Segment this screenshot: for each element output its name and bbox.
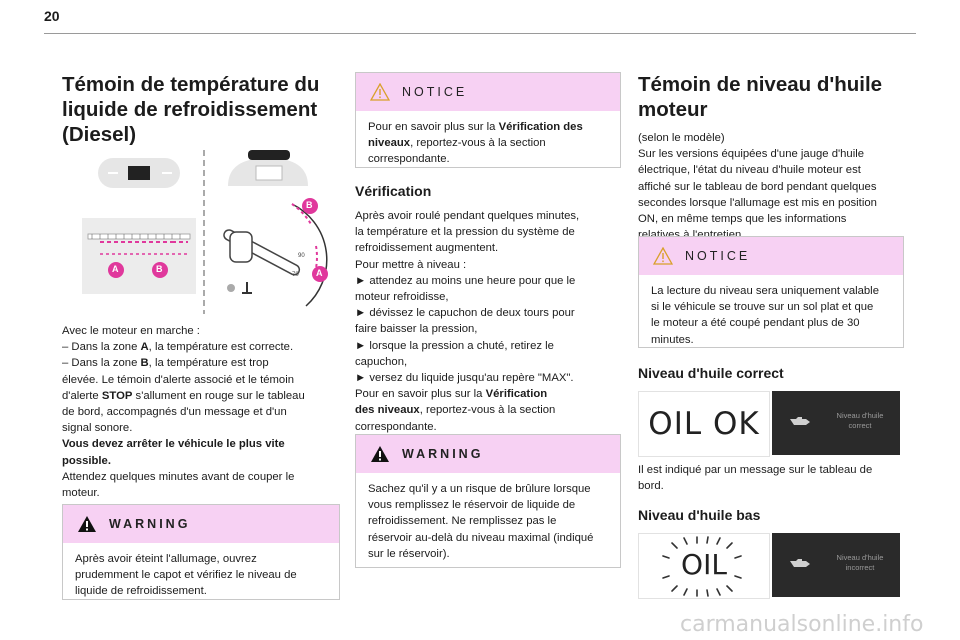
verification-line: Pour en savoir plus sur la Vérification bbox=[355, 388, 548, 401]
wait-text: Attendez quelques minutes avant de couper le bbox=[62, 470, 295, 483]
verification-notice-box bbox=[355, 72, 621, 168]
oil-ok-title: Niveau d'huile correct bbox=[638, 365, 784, 381]
title-line: liquide de refroidissement bbox=[62, 98, 318, 121]
notice-icon bbox=[370, 83, 390, 101]
notice-header bbox=[639, 237, 903, 275]
verification-line: la température et la pression du système de bbox=[355, 226, 575, 239]
zone-b-text-line: élevée. Le témoin d'alerte associé et le témoin bbox=[62, 373, 294, 386]
page-number: 20 bbox=[44, 8, 60, 24]
notice-line: La lecture du niveau sera uniquement valable bbox=[651, 285, 879, 297]
notice-line: Pour en savoir plus sur la Vérification des bbox=[368, 121, 583, 133]
warning-title: WARNING bbox=[109, 517, 191, 531]
oil-level-section-title bbox=[638, 72, 902, 122]
coolant-gauge-illustration bbox=[80, 146, 340, 314]
notice-title: NOTICE bbox=[402, 85, 468, 99]
caption-line: bord. bbox=[638, 480, 664, 493]
coolant-description bbox=[62, 323, 344, 501]
verification-line: refroidissement augmentent. bbox=[355, 242, 499, 255]
oil-low-title: Niveau d'huile bas bbox=[638, 507, 761, 523]
title-line: Témoin de niveau d'huile bbox=[638, 73, 883, 96]
panel-line: Niveau d'huile bbox=[836, 411, 884, 420]
notice-title: NOTICE bbox=[685, 249, 751, 263]
verification-line: ► versez du liquide jusqu'au repère "MAX". bbox=[355, 372, 574, 385]
title-line: Témoin de température du bbox=[62, 73, 320, 96]
intro-line: affiché sur le tableau de bord pendant quelques bbox=[638, 180, 877, 193]
label-a-right: A bbox=[316, 268, 323, 278]
warning-icon bbox=[77, 515, 97, 533]
verification-line: Après avoir roulé pendant quelques minutes, bbox=[355, 210, 580, 222]
notice-body bbox=[356, 111, 620, 176]
verification-line: ► dévissez le capuchon de deux tours pour bbox=[355, 307, 575, 320]
oil-low-display-text: OIL bbox=[681, 548, 727, 581]
tick-90: 90 bbox=[298, 253, 305, 259]
header-rule bbox=[44, 33, 916, 34]
warning-title: WARNING bbox=[402, 447, 484, 461]
intro-line: Sur les versions équipées d'une jauge d'huile bbox=[638, 148, 865, 161]
verification-line: ► attendez au moins une heure pour que le bbox=[355, 274, 576, 287]
verification-text bbox=[355, 208, 619, 435]
label-b-top: B bbox=[306, 200, 313, 210]
warning-header bbox=[356, 435, 620, 473]
oil-low-panel bbox=[772, 533, 900, 597]
zone-b-text-line: signal sonore. bbox=[62, 422, 133, 435]
stop-now-text: Vous devez arrêter le véhicule le plus vite bbox=[62, 438, 285, 451]
oil-can-icon bbox=[788, 557, 812, 569]
oil-ok-caption bbox=[638, 462, 902, 494]
verification-line: faire baisser la pression, bbox=[355, 323, 478, 336]
notice-line: le moteur a été coupé pendant plus de 30 bbox=[651, 317, 860, 330]
warning-line: Après avoir éteint l'allumage, ouvrez bbox=[75, 553, 257, 565]
intro-text: Avec le moteur en marche : bbox=[62, 325, 200, 337]
zone-b-text-line: de bord, accompagnés d'un message et d'un bbox=[62, 406, 287, 419]
warning-header bbox=[63, 505, 339, 543]
warning-line: prudemment le capot et vérifiez le niveau de bbox=[75, 569, 297, 582]
coolant-warning-box bbox=[62, 504, 340, 600]
zone-a-text: – Dans la zone A, la température est correcte. bbox=[62, 341, 294, 354]
notice-line: niveaux, reportez-vous à la section bbox=[368, 137, 546, 150]
right-column bbox=[638, 72, 902, 243]
intro-line: secondes lorsque l'allumage est mis en position bbox=[638, 196, 877, 209]
oil-low-panel-text bbox=[828, 553, 892, 573]
panel-line: incorrect bbox=[845, 563, 875, 572]
coolant-section-title bbox=[62, 72, 340, 147]
verification-line: moteur refroidisse, bbox=[355, 291, 449, 304]
oil-level-intro bbox=[638, 130, 902, 243]
warning-line: vous remplissez le réservoir de liquide de bbox=[368, 499, 576, 512]
warning-body bbox=[63, 543, 339, 608]
verification-line: ► lorsque la pression a chuté, retirez le bbox=[355, 339, 554, 352]
intro-line: (selon le modèle) bbox=[638, 132, 725, 144]
oil-low-display bbox=[638, 533, 770, 599]
notice-line: minutes. bbox=[651, 333, 694, 346]
verification-section bbox=[355, 182, 619, 435]
title-line: (Diesel) bbox=[62, 123, 137, 146]
oil-ok-panel-text bbox=[828, 411, 892, 431]
verification-line: correspondante. bbox=[355, 420, 437, 433]
warning-line: réservoir au-delà du niveau maximal (indiqué bbox=[368, 531, 594, 544]
burn-warning-box bbox=[355, 434, 621, 568]
title-line: moteur bbox=[638, 98, 708, 121]
warning-line: Sachez qu'il y a un risque de brûlure lorsque bbox=[368, 483, 591, 495]
verification-title: Vérification bbox=[355, 183, 432, 199]
warning-line: sur le réservoir). bbox=[368, 547, 450, 560]
oil-ok-panel bbox=[772, 391, 900, 455]
intro-line: électrique, l'état du niveau d'huile moteur est bbox=[638, 164, 861, 177]
tick-70: 70 bbox=[292, 272, 299, 278]
caption-line: Il est indiqué par un message sur le tableau de bbox=[638, 464, 873, 476]
panel-line: correct bbox=[848, 421, 872, 430]
verification-line: Pour mettre à niveau : bbox=[355, 258, 467, 271]
warning-body bbox=[356, 473, 620, 570]
watermark: carmanualsonline.info bbox=[680, 612, 924, 637]
stop-now-text: possible. bbox=[62, 454, 111, 467]
warning-line: refroidissement. Ne remplissez pas le bbox=[368, 515, 557, 528]
verification-line: capuchon, bbox=[355, 355, 408, 368]
intro-line: ON, en même temps que les informations bbox=[638, 213, 847, 226]
notice-line: correspondante. bbox=[368, 153, 450, 166]
zone-b-text-line: d'alerte STOP s'allument en rouge sur le tableau bbox=[62, 389, 305, 402]
label-a-left: A bbox=[112, 264, 119, 274]
notice-line: si le véhicule se trouve sur un sol plat et que bbox=[651, 301, 874, 314]
panel-line: Niveau d'huile bbox=[836, 553, 884, 562]
notice-body bbox=[639, 275, 903, 356]
oil-ok-display-text: OIL OK bbox=[648, 406, 760, 442]
warning-icon bbox=[370, 445, 390, 463]
left-column bbox=[62, 72, 340, 147]
oil-notice-box bbox=[638, 236, 904, 348]
zone-b-text: – Dans la zone B, la température est trop bbox=[62, 357, 269, 370]
oil-can-icon bbox=[788, 415, 812, 427]
oil-ok-display bbox=[638, 391, 770, 457]
wait-text: moteur. bbox=[62, 487, 100, 500]
verification-line: des niveaux, reportez-vous à la section bbox=[355, 404, 556, 417]
warning-line: liquide de refroidissement. bbox=[75, 585, 207, 598]
notice-icon bbox=[653, 247, 673, 265]
notice-header bbox=[356, 73, 620, 111]
label-b-left: B bbox=[156, 264, 163, 274]
